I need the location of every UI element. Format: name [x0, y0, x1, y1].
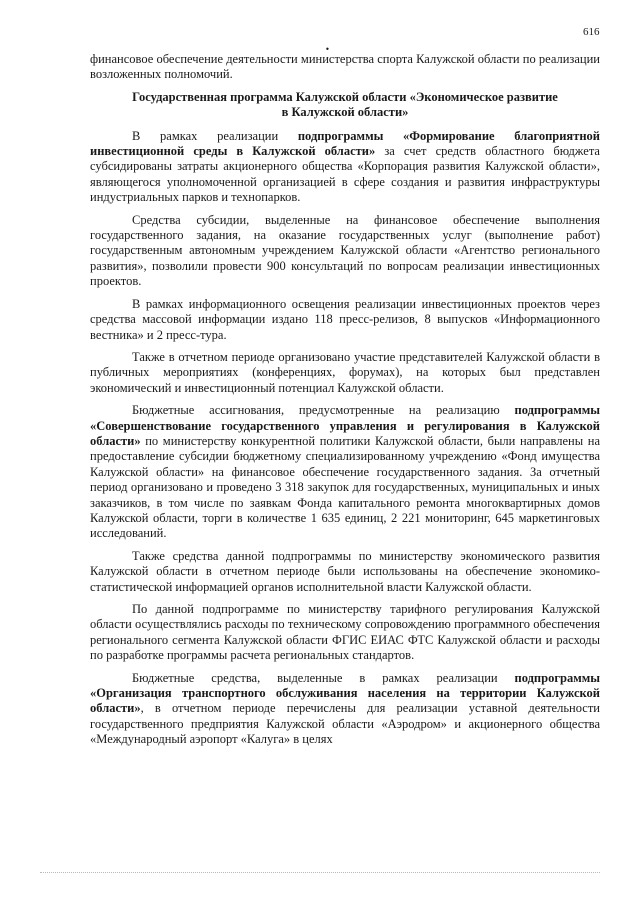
section-heading: Государственная программа Калужской области «Экономическое развитие в Калужской области»	[132, 89, 558, 120]
page-number: 616	[583, 26, 600, 38]
paragraph-governance-subprogram	[90, 403, 600, 542]
paragraph-continuation: финансовое обеспечение деятельности министерства спорта Калужской области по реализации возложенных полномочий.	[90, 52, 600, 82]
scan-mark: •	[323, 43, 332, 56]
paragraph-investment-subprogram	[90, 129, 600, 206]
paragraph-tariff: По данной подпрограмме по министерству тарифного регулирования Калужской области осуществлялись расходы по техническому сопровождению программного обеспечения регионального сегмента Калужской области ФГИС ЕИАС ФТС Калужской области и расходы по разработке программы расчета региональных стандартов.	[90, 602, 600, 663]
paragraph-events: Также в отчетном периоде организовано участие представителей Калужской области в публичных мероприятиях (конференциях, форумах), на которых был представлен экономический и инвестиционный потенциал Калужской области.	[90, 349, 600, 395]
paragraph-media: В рамках информационного освещения реализации инвестиционных проектов через средства массовой информации издано 118 пресс-релизов, 8 выпусков «Информационного вестника» и 2 пресс-тура.	[90, 296, 600, 342]
paragraph-text: по министерству конкурентной политики Калужской области, были направлены на предоставление субсидии бюджетному специализированному учреждению «Фонд имущества Калужской области» на финансовое обеспечение государственного задания. За отчетный период организовано и проведено 3 318 закупок для государственных, муниципальных и иных заказчиков, в том числе по заявкам Фонда капитального ремонта многоквартирных домов Калужской области, торги в количестве 1 635 единиц, 2 221 мониторинг, 645 маркетинговых исследований.	[90, 433, 600, 541]
subprogram-name: подпрограммы «Организация транспортного обслуживания населения на территории Калужской области»	[90, 670, 600, 716]
paragraph-text: за счет средств областного бюджета субсидированы затраты акционерного общества «Корпорация развития Калужской области», являющегося уполномоченной организацией в сфере создания и развития инфраструктуры индустриальных парков и технопарков.	[90, 144, 600, 205]
paragraph-text: Бюджетные средства, выделенные в рамках реализации	[132, 670, 515, 685]
paragraph-text: , в отчетном периоде перечислены для реализации уставной деятельности государственного предприятия Калужской области «Аэродром» и акционерного общества «Международный аэропорт «Калуга» в целях	[90, 701, 600, 747]
paragraph-transport-subprogram	[90, 671, 600, 748]
scan-artifact-line	[40, 872, 600, 875]
document-body	[90, 52, 600, 755]
paragraph-subsidy: Средства субсидии, выделенные на финансовое обеспечение выполнения государственного задания, на оказание государственных услуг (выполнение работ) государственным автономным учреждением Калужской области «Агентство регионального развития», позволили провести 900 консультаций по вопросам реализации инвестиционных проектов.	[90, 212, 600, 289]
subprogram-name: подпрограммы «Формирование благоприятной инвестиционной среды в Калужской области»	[90, 128, 600, 159]
subprogram-name: подпрограммы «Совершенствование государственного управления и регулирования в Калужской области»	[90, 403, 600, 448]
paragraph-statistics: Также средства данной подпрограммы по министерству экономического развития Калужской области в отчетном периоде были использованы на обеспечение экономико-статистической информацией органов исполнительной власти Калужской области.	[90, 548, 600, 594]
paragraph-text: В рамках реализации	[132, 128, 298, 143]
paragraph-text: Бюджетные ассигнования, предусмотренные на реализацию	[132, 403, 515, 418]
